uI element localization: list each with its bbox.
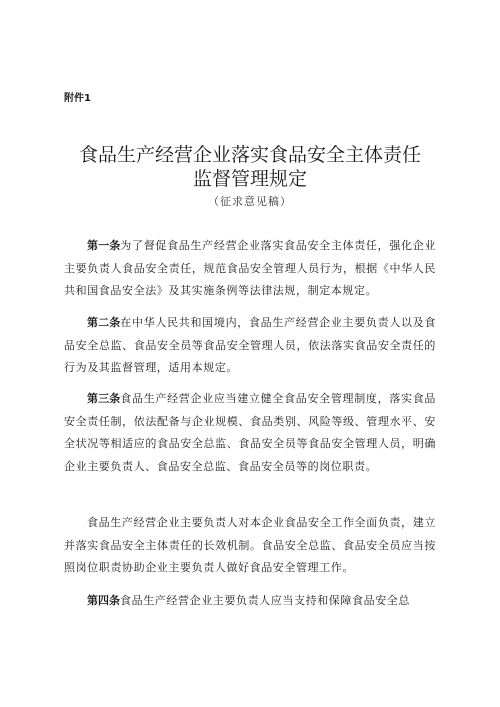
article-text: 食品生产经营企业应当建立健全食品安全管理制度，落实食品安全责任制，依法配备与企业规模、食品类别、风险等级、管理水平、安全状况等相适应的食品安全总监、食品安全员等食品安全管理人员，明确企业主要负责人、食品安全总监、食品安全员等的岗位职责。: [64, 392, 437, 473]
attachment-label: 附件1: [64, 93, 91, 104]
article-paragraph: [64, 235, 436, 303]
article-paragraph: [64, 590, 436, 613]
article-paragraph: [64, 512, 436, 580]
document-title-line-2: 监督管理规定: [192, 168, 307, 190]
article-label: 第二条: [87, 316, 121, 329]
article-text: 食品生产经营企业主要负责人应当支持和保障食品安全总: [120, 594, 410, 607]
article-text: 为了督促食品生产经营企业落实食品安全主体责任，强化企业主要负责人食品安全责任，规范食品安全管理人员行为，根据《中华人民共和国食品安全法》及其实施条例等法律法规，制定本规定。: [64, 239, 437, 297]
article-text: 食品生产经营企业主要负责人对本企业食品安全工作全面负责，建立并落实食品安全主体责任的长效机制。食品安全总监、食品安全员应当按照岗位职责协助企业主要负责人做好食品安全管理工作。: [64, 516, 436, 574]
document-subtitle: （征求意见稿）: [208, 195, 292, 208]
article-label: 第四条: [87, 594, 120, 607]
article-text: 在中华人民共和国境内，食品生产经营企业主要负责人以及食品安全总监、食品安全员等食品安全管理人员，依法落实食品安全责任的行为及其监督管理，适用本规定。: [64, 316, 437, 374]
document-title-line-1: 食品生产经营企业落实食品安全主体责任: [78, 144, 421, 166]
article-paragraph: [64, 312, 436, 380]
article-label: 第三条: [87, 392, 121, 405]
article-paragraph: [64, 388, 436, 478]
article-label: 第一条: [87, 239, 121, 252]
